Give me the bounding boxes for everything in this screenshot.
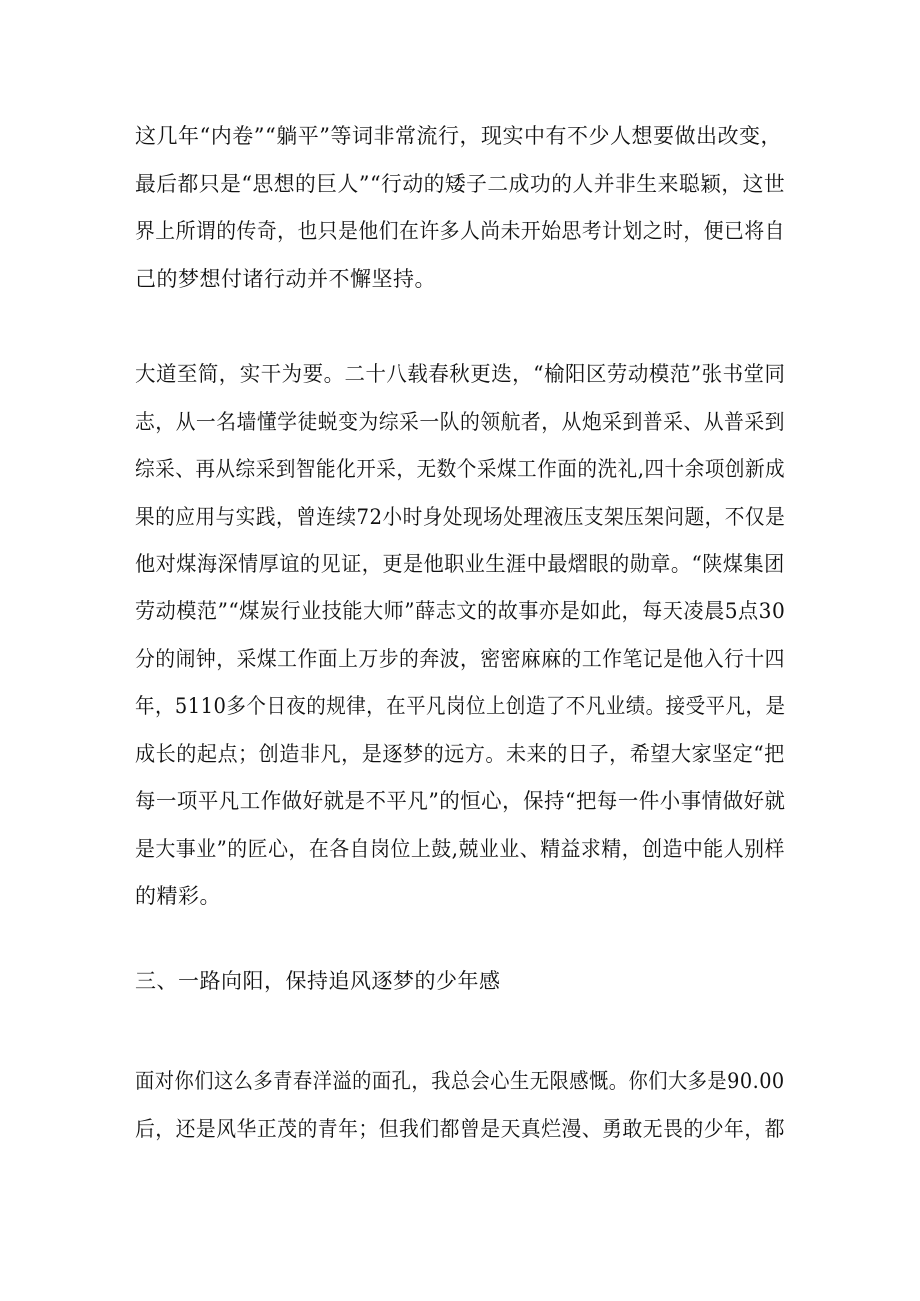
paragraph-2-line-1: 大道至简，实干为要。二十八载春秋更迭，“榆阳区劳动模范”张书堂同 xyxy=(135,362,786,386)
paragraph-3-line-1: 面对你们这么多青春洋溢的面孔，我总会心生无限感慨。你们大多是90.00 xyxy=(135,1069,785,1093)
paragraph-2-line-10: 每一项平凡工作做好就是不平凡”的恒心，保持“把每一件小事情做好就 xyxy=(135,789,786,813)
paragraph-2-line-7: 分的闹钟，采煤工作面上万步的奔波，密密麻麻的工作笔记是他入行十四 xyxy=(135,647,785,671)
paragraph-2-line-12: 的精彩。 xyxy=(135,884,221,908)
paragraph-2-line-2: 志，从一名墙懂学徒蜕变为综采一队的领航者，从炮采到普采、从普采到 xyxy=(135,410,785,434)
paragraph-2-line-11: 是大事业”的匠心，在各自岗位上鼓,兢业业、精益求精，创造中能人别样 xyxy=(135,837,785,861)
paragraph-1-line-3: 界上所谓的传奇，也只是他们在许多人尚未开始思考计划之时，便已将自 xyxy=(135,219,785,243)
paragraph-2-line-9: 成长的起点；创造非凡，是逐梦的远方。未来的日子，希望大家坚定“把 xyxy=(135,742,785,766)
paragraph-2-line-3: 综采、再从综采到智能化开采，无数个采煤工作面的洗礼,四十余项创新成 xyxy=(135,457,786,481)
paragraph-1-line-1: 这几年“内卷”“躺平”等词非常流行，现实中有不少人想要做出改变， xyxy=(135,124,782,148)
paragraph-2-line-6: 劳动模范”“煤炭行业技能大师”薛志文的故事亦是如此，每天凌晨5点30 xyxy=(135,599,786,623)
paragraph-2-line-8: 年，5110多个日夜的规律，在平凡岗位上创造了不凡业绩。接受平凡，是 xyxy=(135,694,786,718)
section-heading: 三、一路向阳，保持追风逐梦的少年感 xyxy=(135,969,501,993)
paragraph-1-line-2: 最后都只是“思想的巨人”“行动的矮子二成功的人并非生来聪颖，这世 xyxy=(135,172,786,196)
paragraph-2-line-5: 他对煤海深情厚谊的见证，更是他职业生涯中最熠眼的勋章。“陕煤集团 xyxy=(135,552,785,576)
paragraph-1-line-4: 己的梦想付诸行动并不懈坚持。 xyxy=(135,267,436,291)
paragraph-3-line-2: 后，还是风华正茂的青年；但我们都曾是天真烂漫、勇敢无畏的少年，都 xyxy=(135,1117,785,1141)
paragraph-2-line-4: 果的应用与实践，曾连续72小时身处现场处理液压支架压架问题，不仅是 xyxy=(135,505,786,529)
